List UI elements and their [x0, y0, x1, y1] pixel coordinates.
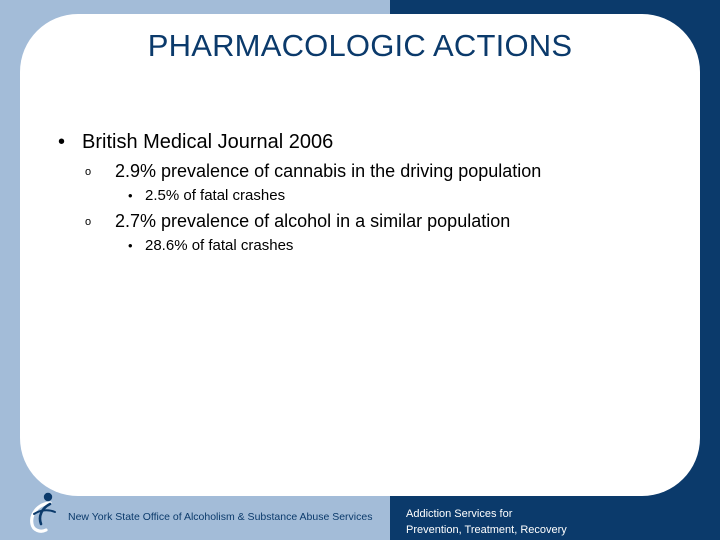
bullet-item-level2: [85, 161, 541, 182]
sub-sub-bullet-text: 28.6% of fatal crashes: [145, 237, 294, 254]
footer-agency-name: New York State Office of Alcoholism & Substance Abuse Services: [68, 511, 373, 523]
bullet-item-level1: [58, 131, 333, 154]
footer-tagline-line2: Prevention, Treatment, Recovery: [406, 524, 567, 536]
bullet-item-level2: [85, 211, 510, 232]
sub-bullet-text: 2.7% prevalence of alcohol in a similar population: [115, 211, 511, 231]
bullet-item-level3: [128, 237, 293, 254]
sub-sub-bullet-marker: •: [128, 188, 133, 203]
sub-sub-bullet-marker: •: [128, 238, 133, 253]
sub-bullet-text: 2.9% prevalence of cannabis in the driving population: [115, 161, 542, 181]
footer-tagline: [406, 506, 567, 538]
bullet-item-level3: [128, 187, 285, 204]
oasas-logo-icon: [24, 490, 60, 534]
bullet-marker: •: [58, 131, 66, 153]
sub-bullet-marker: o: [85, 166, 92, 179]
footer-tagline-line1: Addiction Services for: [406, 508, 513, 520]
sub-sub-bullet-text: 2.5% of fatal crashes: [145, 187, 286, 204]
slide-title: PHARMACOLOGIC ACTIONS: [147, 28, 573, 63]
bullet-text: British Medical Journal 2006: [82, 131, 334, 153]
sub-bullet-marker: o: [85, 216, 92, 229]
